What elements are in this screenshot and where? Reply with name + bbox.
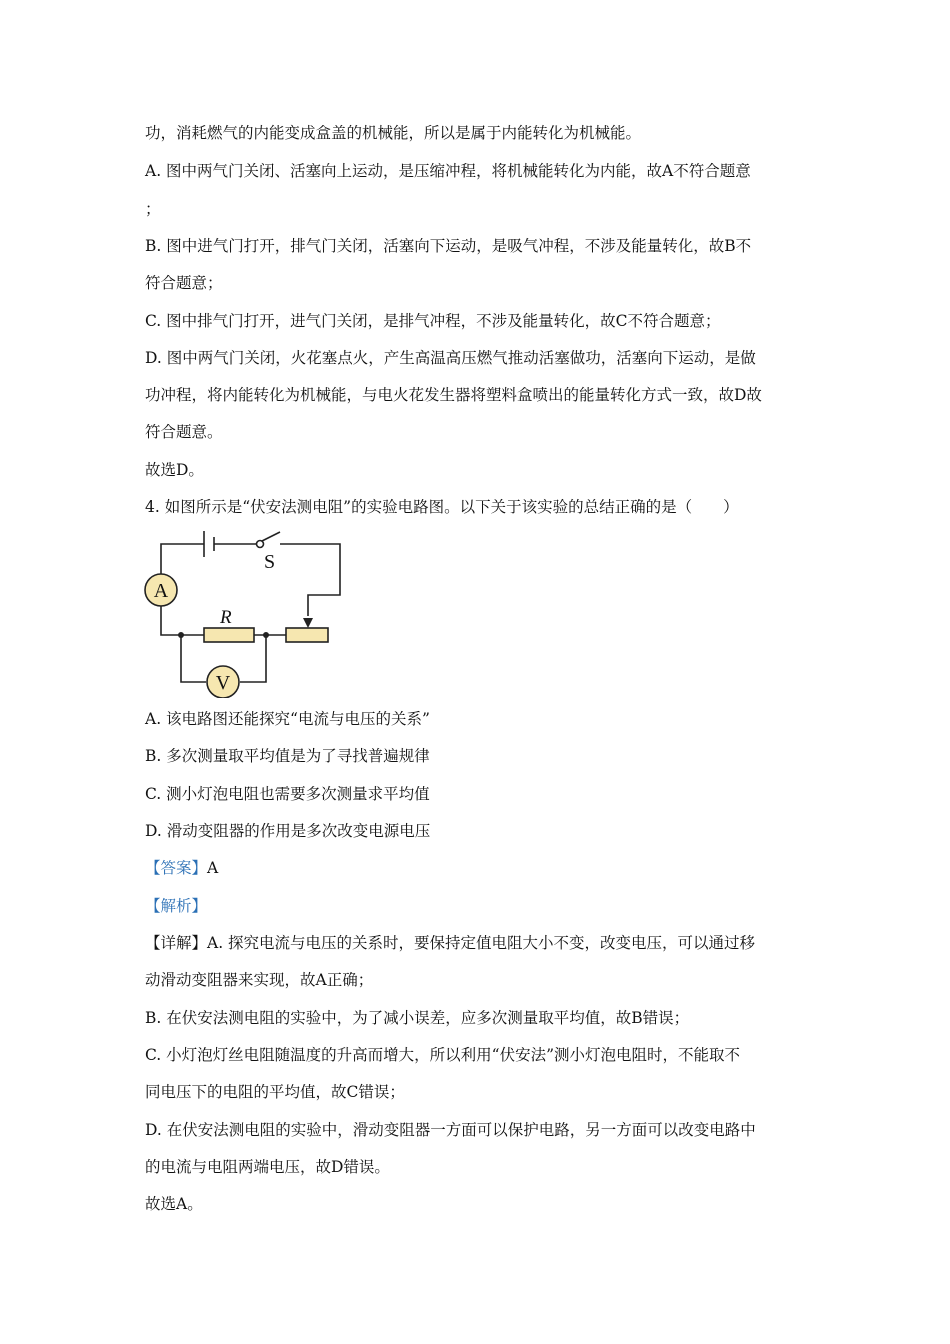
prev-q3-option-d-line1: D. 图中两气门关闭，火花塞点火，产生高温高压燃气推动活塞做功，活塞向下运动，是做 — [145, 349, 756, 367]
detail-choice: 故选A。 — [145, 1195, 203, 1213]
prev-q3-option-a-line2: ； — [145, 200, 161, 218]
junction-left — [178, 632, 184, 638]
switch-contact — [257, 541, 264, 548]
prev-q3-option-d-line3: 符合题意。 — [145, 423, 223, 441]
answer-value: A — [207, 859, 219, 877]
wire-top-right — [280, 544, 340, 616]
detail-c-line1: C. 小灯泡灯丝电阻随温度的升高而增大，所以利用“伏安法”测小灯泡电阻时，不能取不 — [145, 1046, 741, 1064]
prev-q3-option-b-line1: B. 图中进气门打开，排气门关闭，活塞向下运动，是吸气冲程，不涉及能量转化，故B不 — [145, 237, 752, 255]
q4-option-b: B. 多次测量取平均值是为了寻找普遍规律 — [145, 747, 430, 765]
switch-label: S — [264, 551, 276, 573]
resistor-r — [204, 628, 254, 642]
ammeter-label: A — [153, 580, 169, 602]
rheostat — [286, 628, 328, 642]
prev-q3-option-a-line1: A. 图中两气门关闭、活塞向上运动，是压缩冲程，将机械能转化为内能，故A不符合题意 — [145, 162, 751, 180]
prev-q3-choice: 故选D。 — [145, 461, 204, 479]
wire-left-bottom — [161, 606, 204, 635]
junction-right — [263, 632, 269, 638]
voltmeter-label: V — [215, 672, 231, 694]
detail-d-line1: D. 在伏安法测电阻的实验中，滑动变阻器一方面可以保护电路，另一方面可以改变电路中 — [145, 1121, 756, 1139]
detail-a-line2: 动滑动变阻器来实现，故A正确； — [145, 971, 374, 989]
detail-b-line1: B. 在伏安法测电阻的实验中，为了减小误差，应多次测量取平均值，故B错误； — [145, 1009, 690, 1027]
prev-q3-line1: 功，消耗燃气的内能变成盒盖的机械能，所以是属于内能转化为机械能。 — [145, 124, 642, 142]
detail-d-line2: 的电流与电阻两端电压，故D错误。 — [145, 1158, 390, 1176]
q4-option-a: A. 该电路图还能探究“电流与电压的关系” — [145, 710, 430, 728]
detail-a-line1: 【详解】A. 探究电流与电压的关系时，要保持定值电阻大小不变，改变电压，可以通过移 — [145, 934, 756, 952]
circuit-diagram — [140, 528, 350, 698]
prev-q3-option-c-line1: C. 图中排气门打开，进气门关闭，是排气冲程，不涉及能量转化，故C不符合题意； — [145, 312, 721, 330]
q4-stem: 4. 如图所示是“伏安法测电阻”的实验电路图。以下关于该实验的总结正确的是（ ） — [145, 498, 739, 516]
q4-answer — [145, 858, 218, 878]
prev-q3-option-d-line2: 功冲程，将内能转化为机械能，与电火花发生器将塑料盒喷出的能量转化方式一致，故D故 — [145, 386, 762, 404]
q4-analysis-tag: 【解析】 — [145, 897, 208, 915]
wire-voltmeter-left — [181, 635, 206, 682]
resistor-label: R — [220, 607, 232, 628]
detail-c-line2: 同电压下的电阻的平均值，故C错误； — [145, 1083, 405, 1101]
q4-option-d: D. 滑动变阻器的作用是多次改变电源电压 — [145, 822, 431, 840]
rheostat-slider-arrow — [303, 618, 313, 628]
q4-option-c: C. 测小灯泡电阻也需要多次测量求平均值 — [145, 785, 430, 803]
answer-tag: 【答案】 — [145, 859, 208, 877]
prev-q3-option-b-line2: 符合题意； — [145, 274, 223, 292]
